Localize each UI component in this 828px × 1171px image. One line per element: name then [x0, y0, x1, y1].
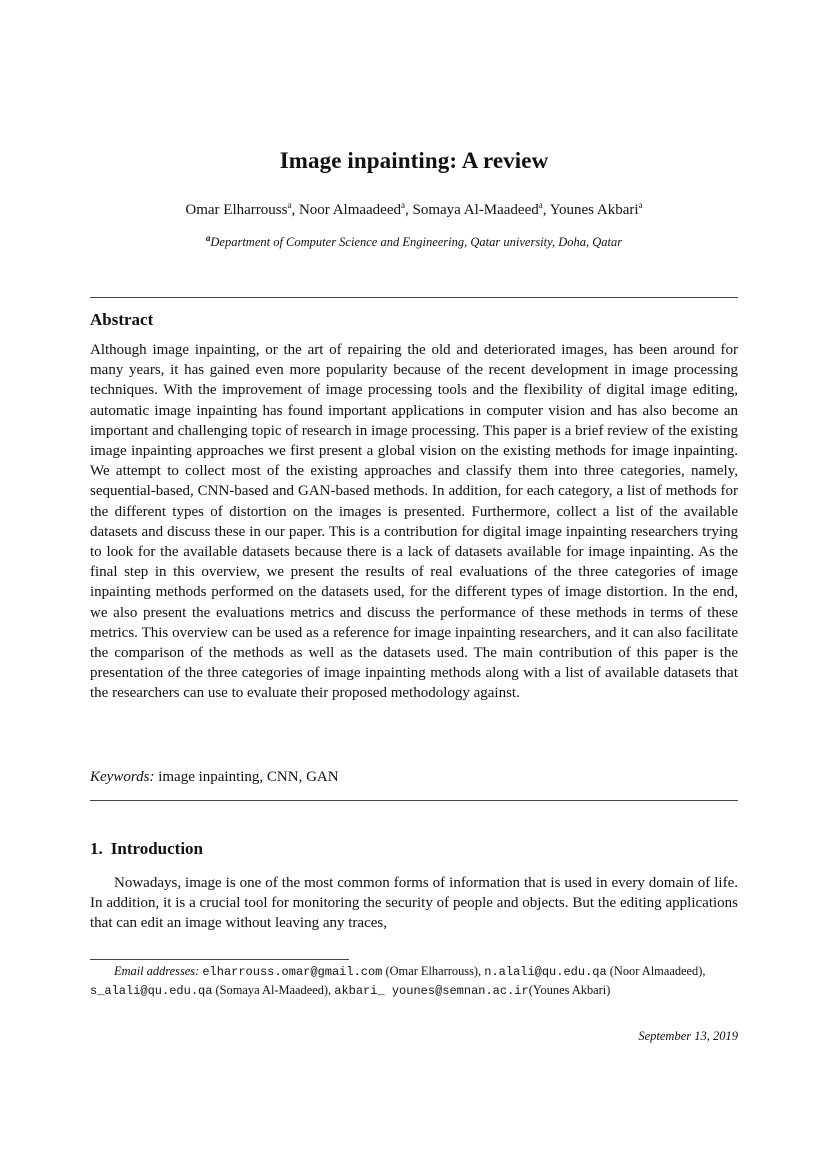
- preprint-date: September 13, 2019: [638, 1029, 738, 1043]
- introduction-text: Nowadays, image is one of the most common forms of information that is used in every domain of life. In addition, it is a crucial tool for monitoring the security of people and objects. But the editing applications that can edit an image without leaving any traces,: [90, 875, 738, 932]
- email-link[interactable]: n.alali@qu.edu.qa: [484, 965, 607, 979]
- email-link[interactable]: akbari_ younes@semnan.ac.ir: [334, 984, 529, 998]
- abstract-bottom-rule: [90, 800, 738, 801]
- email-link[interactable]: s_alali@qu.edu.qa: [90, 984, 213, 998]
- footnote-rule: [90, 959, 349, 960]
- author: Omar Elharrouss$^a$,: [185, 200, 299, 218]
- email-link[interactable]: elharrouss.omar@gmail.com: [202, 965, 383, 979]
- footnote-emails: Email addresses: elharrouss.omar@gmail.com (Omar Elharrouss), n.alali@qu.edu.qa (Noor Almaadeed), s_alali@qu.edu.qa (Somaya Al-Maadeed), akbari_ younes@semnan.ac.ir(Younes Akbari): [90, 964, 706, 998]
- author: Somaya Al-Maadeed$^a$,: [412, 200, 550, 218]
- section-heading-introduction: 1. Introduction: [90, 839, 204, 858]
- top-rule: [90, 297, 738, 298]
- author: Younes Akbari$^a$: [549, 200, 643, 218]
- paper-title: Image inpainting: A review: [279, 148, 549, 173]
- abstract-heading: Abstract: [90, 310, 154, 329]
- keywords: Keywords: image inpainting, CNN, GAN: [90, 769, 339, 785]
- abstract-text: Although image inpainting, or the art of repairing the old and deteriorated images, has been around for many years, it has gained even more popularity because of the recent development in image processing techniques. With the improvement of image processing tools and the flexibility of digital image editing, automatic image inpainting has found important applications in computer vision and has also become an important and challenging topic of research in image processing. This paper is a brief review of the existing image inpainting approaches we first present a global vision on the existing methods for image inpainting. We attempt to collect most of the existing approaches and classify them into three categories, namely, sequential-based, CNN-based and GAN-based methods. In addition, for each category, a list of methods for the different types of distortion on the images is presented. Furthermore, collect a list of the available datasets and discuss these in our paper. This is a contribution for digital image inpainting researchers trying to look for the available datasets because there is a lack of datasets available for image inpainting. As the final step in this overview, we present the results of real evaluations of the three categories of image inpainting methods performed on the datasets used, for the different types of image distortion. In the end, we also present the evaluations metrics and discuss the performance of these methods in terms of these metrics. This overview can be used as a reference for image inpainting researchers, and it can also facilitate the comparison of the methods as well as the datasets used. The main contribution of this paper is the presentation of the three categories of image inpainting methods along with a list of available datasets that the researchers can use to evaluate their proposed methodology against.: [90, 342, 738, 702]
- affiliation: $^a$Department of Computer Science and Engineering, Qatar university, Doha, Qatar: [205, 233, 623, 250]
- author-list: [90, 200, 738, 219]
- author: Noor Almaadeed$^a$,: [298, 200, 413, 218]
